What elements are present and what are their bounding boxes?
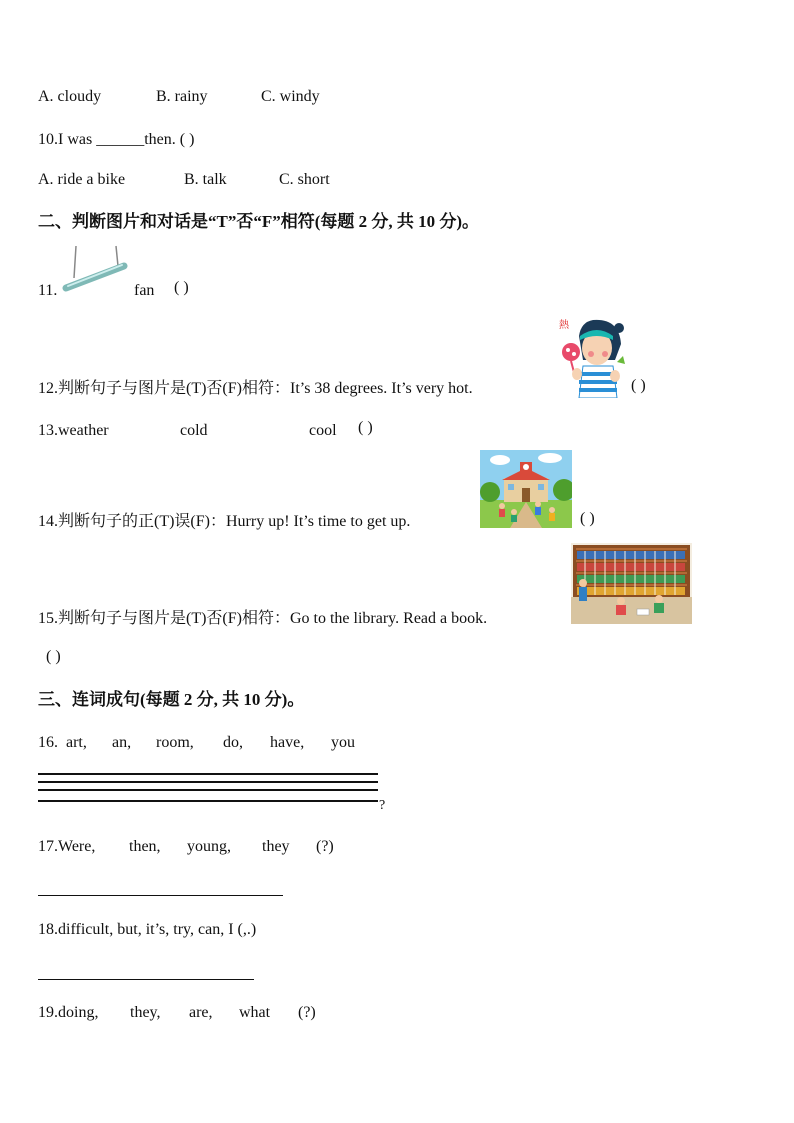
section2-heading: 二、判断图片和对话是“T”否“F”相符(每题 2 分, 共 10 分)。: [38, 212, 480, 231]
q11-number: 11.: [38, 282, 58, 299]
q17-word: then,: [129, 838, 161, 855]
q14-answer-paren[interactable]: ( ): [580, 510, 595, 527]
q16-answer-line[interactable]: [38, 773, 378, 775]
q13-answer-paren[interactable]: ( ): [358, 419, 373, 436]
q10-option-b: B. talk: [184, 171, 227, 188]
q13-word-cool: cool: [309, 422, 337, 439]
q19-word: (?): [298, 1004, 316, 1021]
q16-answer-line[interactable]: [38, 789, 378, 791]
q12-stem: 12.判断句子与图片是(T)否(F)相符：It’s 38 degrees. It’s very hot.: [38, 380, 473, 397]
q15-stem: 15.判断句子与图片是(T)否(F)相符：Go to the library. Read a book.: [38, 610, 488, 627]
q18-stem: 18.difficult, but, it’s, try, can, I (,.): [38, 921, 257, 938]
q11-word: fan: [134, 282, 155, 299]
q16-end-mark: ?: [379, 798, 386, 813]
q9-option-b: B. rainy: [156, 88, 208, 105]
q12-answer-paren[interactable]: ( ): [631, 377, 646, 394]
q17-word: they: [262, 838, 290, 855]
q16-word: you: [331, 734, 355, 751]
q9-option-a: A. cloudy: [38, 88, 102, 105]
q13-number: 13.weather: [38, 422, 109, 439]
q17-word: (?): [316, 838, 334, 855]
section3-heading: 三、连词成句(每题 2 分, 共 10 分)。: [38, 690, 305, 709]
q19-word: they,: [130, 1004, 161, 1021]
q16-word: do,: [223, 734, 243, 751]
q19-number: 19.doing,: [38, 1004, 99, 1021]
q14-stem: 14.判断句子的正(T)误(F)：Hurry up! It’s time to get up.: [38, 513, 411, 530]
q16-word: room,: [156, 734, 194, 751]
q17-answer-line[interactable]: [38, 895, 283, 896]
q16-word: art,: [66, 734, 87, 751]
hot-girl-fanning-icon: [553, 314, 625, 398]
school-children-icon: [480, 450, 572, 528]
q11-answer-paren[interactable]: ( ): [174, 279, 189, 296]
q10-stem: 10.I was ______then. ( ): [38, 131, 195, 148]
q18-answer-line[interactable]: [38, 979, 254, 980]
q15-answer-paren[interactable]: ( ): [46, 648, 61, 665]
q17-word: young,: [187, 838, 231, 855]
q19-word: are,: [189, 1004, 213, 1021]
hot-label: 熱: [559, 320, 569, 331]
q16-answer-line[interactable]: [38, 781, 378, 783]
library-icon: [571, 543, 692, 624]
q16-answer-line[interactable]: [38, 800, 378, 802]
q17-number: 17.Were,: [38, 838, 96, 855]
q16-number: 16.: [38, 734, 58, 751]
q19-word: what: [239, 1004, 271, 1021]
q10-option-c: C. short: [279, 171, 330, 188]
fluorescent-lamp-icon: [62, 244, 128, 294]
q16-word: an,: [112, 734, 132, 751]
q9-option-c: C. windy: [261, 88, 320, 105]
q10-option-a: A. ride a bike: [38, 171, 126, 188]
q16-word: have,: [270, 734, 305, 751]
q13-word-cold: cold: [180, 422, 208, 439]
